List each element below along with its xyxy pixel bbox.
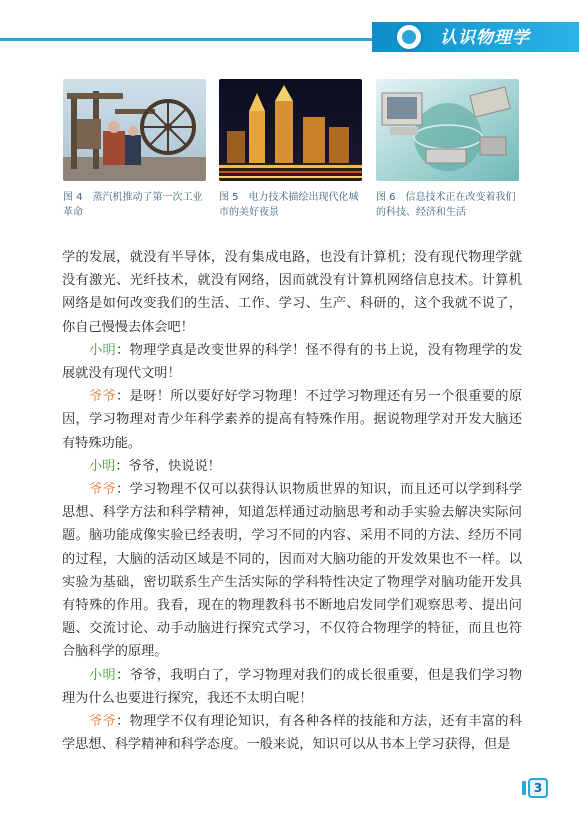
- paragraph-text: ：爷爷，我明白了，学习物理对我们的成长很重要，但是我们学习物理为什么也要进行探究，我还不太明白呢！: [62, 667, 523, 706]
- paragraph: [62, 478, 522, 664]
- paragraph: [62, 246, 522, 339]
- information-technology-photo-icon: [376, 79, 519, 181]
- speaker-label: 小明: [89, 667, 117, 683]
- paragraph: [62, 455, 522, 478]
- paragraph-text: ：物理学真是改变世界的科学！怪不得有的书上说，没有物理学的发展就没有现代文明！: [62, 342, 523, 382]
- figure-5: [219, 79, 362, 220]
- figure-caption: 图 6 信息技术正在改变着我们的科技、经济和生活: [376, 192, 516, 218]
- paragraph: [62, 710, 522, 756]
- speaker-label: 爷爷: [89, 389, 117, 405]
- figure-caption: 图 4 蒸汽机推动了第一次工业革命: [63, 192, 203, 218]
- steam-engine-photo-icon: [63, 79, 206, 181]
- paragraph-text: 学的发展，就没有半导体，没有集成电路，也没有计算机；没有现代物理学就没有激光、光纤技术，就没有网络，因而就没有计算机网络信息技术。计算机网络是如何改变我们的生活、工作、学习、生产、科研的，这个我就不说了，你自己慢慢去体会吧！: [62, 250, 522, 335]
- dialogue-body: [62, 246, 522, 756]
- figure-6: [376, 79, 519, 220]
- paragraph-text: ：物理学不仅有理论知识，有各种各样的技能和方法，还有丰富的科学思想、科学精神和科学态度。一般来说，知识可以从书本上学习获得，但是: [62, 714, 523, 753]
- paragraph: [62, 339, 522, 385]
- header-circle-icon: [394, 22, 424, 52]
- paragraph-text: ：是呀！所以要好好学习物理！不过学习物理还有另一个很重要的原因，学习物理对青少年科学素养的提高有特殊作用。据说物理学对开发大脑还有特殊功能。: [62, 389, 523, 451]
- figure-caption: 图 5 电力技术描绘出现代化城市的美好夜景: [219, 192, 359, 218]
- section-title: 认识物理学: [440, 28, 530, 48]
- page-number: 3: [528, 778, 548, 798]
- city-night-photo-icon: [219, 79, 362, 181]
- page-number-tick: [522, 781, 526, 795]
- speaker-label: 小明: [89, 458, 116, 474]
- figure-4: [63, 79, 206, 220]
- paragraph-text: ：爷爷，快说说！: [115, 458, 221, 474]
- speaker-label: 小明: [89, 342, 117, 358]
- speaker-label: 爷爷: [89, 482, 117, 498]
- paragraph: [62, 385, 522, 455]
- header-rule: [0, 38, 372, 41]
- speaker-label: 爷爷: [89, 714, 117, 730]
- paragraph: [62, 664, 522, 710]
- paragraph-text: ：学习物理不仅可以获得认识物质世界的知识，而且还可以学到科学思想、科学方法和科学精神，知道怎样通过动脑思考和动手实验去解决实际问题。脑功能成像实验已经表明，学习不同的内容、采用不同的方法、经历不同的过程，大脑的活动区域是不同的，因而对大脑功能的开发效果也不一样。以实验为基础，密切联系生产生活实际的学科特性决定了物理学对脑功能开发具有特殊的作用。我看，现在的物理教科书不断地启发同学们观察思考、提出问题、交流讨论、动手动脑进行探究式学习，不仅符合物理学的特征，而且也符合脑科学的原理。: [62, 482, 523, 660]
